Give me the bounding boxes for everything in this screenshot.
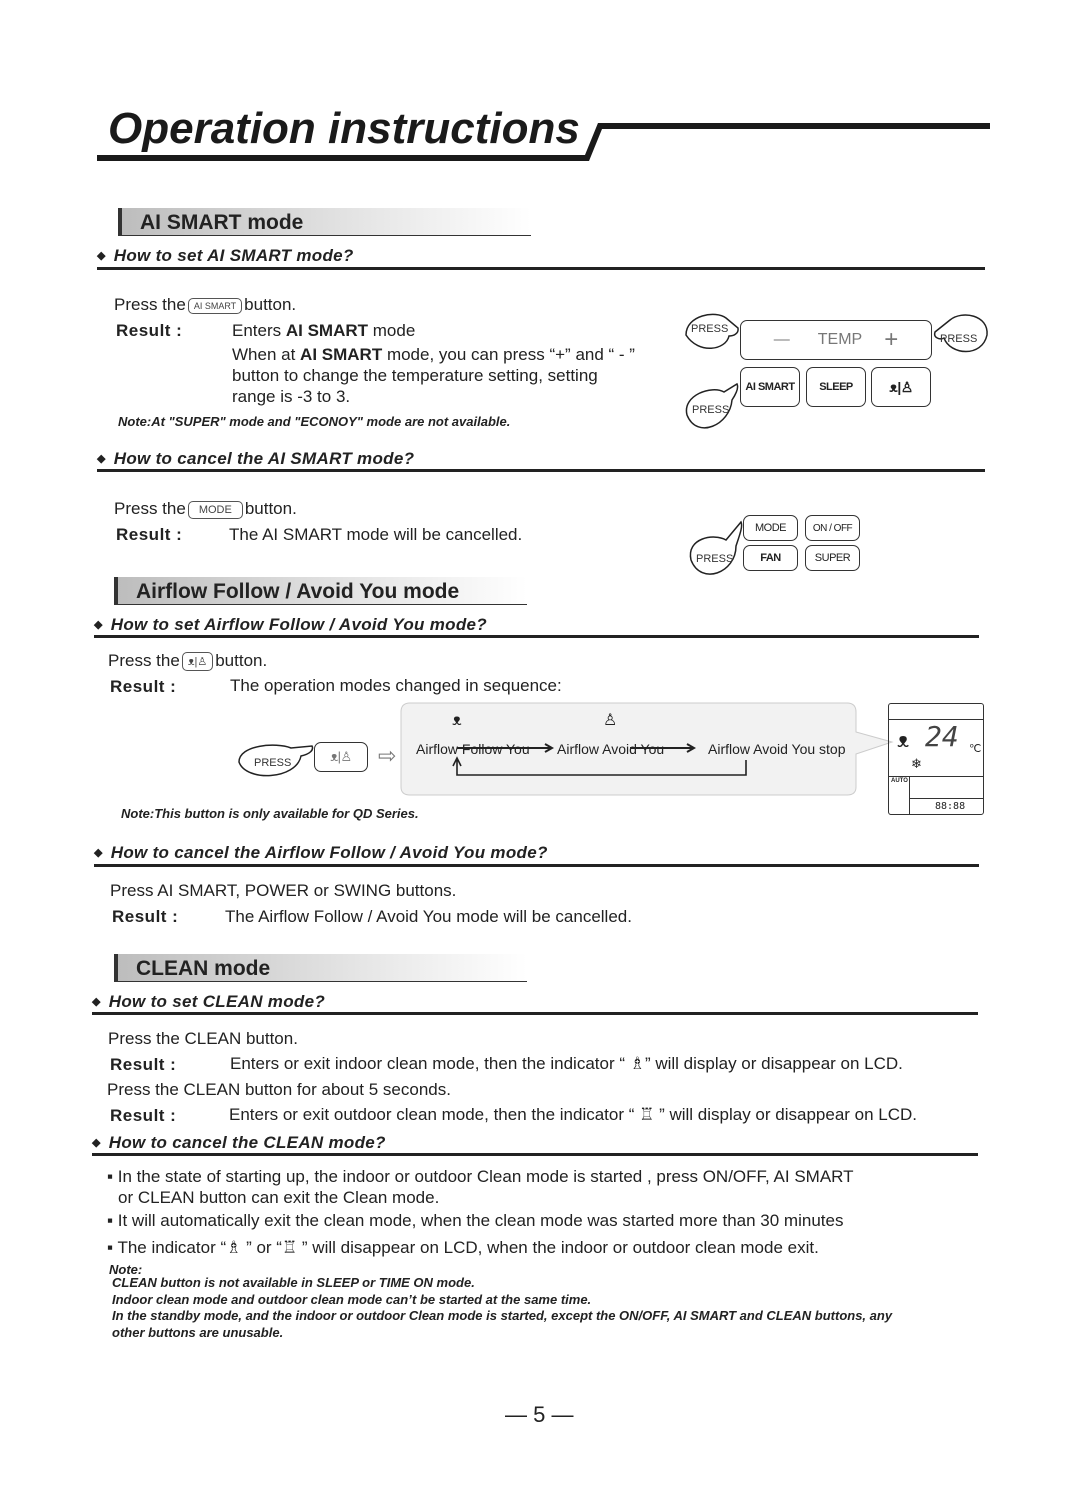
mode-key-icon: MODE <box>188 501 243 519</box>
instruction-press: Press the CLEAN button for about 5 seconds. <box>107 1080 451 1099</box>
result-text: The operation modes changed in sequence: <box>230 676 562 695</box>
question-cancel-clean: ◆ How to cancel the CLEAN mode? <box>92 1133 386 1153</box>
sequence-step: Airflow Follow You <box>416 741 530 757</box>
divider <box>94 635 979 638</box>
result-text: The Airflow Follow / Avoid You mode will be cancelled. <box>225 907 632 926</box>
arrow-right-icon: ⇨ <box>378 743 397 768</box>
divider <box>92 1012 978 1015</box>
section-heading-airflow: Airflow Follow / Avoid You mode <box>114 577 527 605</box>
result-label: Result : <box>116 525 183 544</box>
pressing-hand-icon: PRESS <box>686 518 744 588</box>
result-label: Result : <box>116 321 183 340</box>
temp-button: — TEMP + <box>740 320 932 360</box>
airflow-avoid-icon: ♙ <box>603 712 618 729</box>
result-label: Result : <box>110 677 177 696</box>
ai-smart-button: AI SMART <box>740 367 800 407</box>
instruction-press <box>114 295 296 315</box>
pressing-hand-icon: PRESS <box>236 740 314 787</box>
mode-button: MODE <box>743 515 798 541</box>
result-text: The AI SMART mode will be cancelled. <box>229 525 523 544</box>
divider <box>97 267 985 270</box>
lcd-temperature: 24 <box>925 720 959 753</box>
sequence-step: Airflow Avoid You stop <box>708 741 846 757</box>
airflow-follow-icon: ᴥ <box>452 712 462 729</box>
result-detail: When at AI SMART mode, you can press “+” and “ - ” <box>232 345 635 364</box>
result-text: Enters AI SMART mode <box>232 321 416 340</box>
lcd-clock-segments: 88:88 <box>935 801 966 812</box>
result-label: Result : <box>110 1055 177 1074</box>
question-set-ai-smart: ◆ How to set AI SMART mode? <box>97 246 354 266</box>
bullet-item: ▪ It will automatically exit the clean mode, when the clean mode was started more than 30 minutes <box>107 1211 844 1230</box>
celsius-icon: ℃ <box>969 743 982 755</box>
note: Note:At "SUPER" mode and "ECONOY" mode are not available. <box>118 414 511 429</box>
ai-smart-key-icon: AI SMART <box>188 298 242 314</box>
note-label: Note: <box>109 1262 143 1277</box>
bullet-item: ▪ The indicator “♗ ” or “♖ ” will disappear on LCD, when the indoor or outdoor clean mode exit. <box>107 1238 819 1257</box>
divider <box>97 469 985 472</box>
sleep-button: SLEEP <box>806 367 866 407</box>
pressing-hand-icon: PRESS <box>932 310 990 365</box>
sequence-step: Airflow Avoid You <box>557 741 665 757</box>
airflow-key-icon: ᴥ|♙ <box>182 652 213 671</box>
text: Press the <box>114 295 186 314</box>
title-underline <box>95 120 995 165</box>
question-cancel-airflow: ◆ How to cancel the Airflow Follow / Avoid You mode? <box>94 843 548 863</box>
page-title: Operation instructions <box>108 104 580 153</box>
note: CLEAN button is not available in SLEEP or TIME ON mode. <box>112 1275 475 1290</box>
note: In the standby mode, and the indoor or outdoor Clean mode is started, except the ON/OFF, AI SMART and CLEAN buttons, any <box>112 1308 893 1323</box>
instruction-press: Press the ᴥ|♙ button. <box>108 651 268 670</box>
note: Note:This button is only available for QD Series. <box>121 806 419 821</box>
result-text: Enters or exit indoor clean mode, then the indicator “ ♗” will display or disappear on LCD. <box>230 1054 903 1073</box>
question-set-clean: ◆ How to set CLEAN mode? <box>92 992 325 1012</box>
lcd-display <box>888 703 984 815</box>
airflow-follow-icon: ᴥ <box>897 730 910 752</box>
divider <box>92 1153 978 1156</box>
bullet-item: ▪ In the state of starting up, the indoor or outdoor Clean mode is started , press ON/OFF, AI SMART <box>107 1167 854 1186</box>
instruction-press: Press the MODE button. <box>114 499 297 518</box>
result-text: Enters or exit outdoor clean mode, then the indicator “ ♖ ” will display or disappear on LCD. <box>229 1105 918 1124</box>
lcd-auto: AUTO <box>891 778 908 784</box>
page-number: — 5 — <box>505 1402 574 1427</box>
text: button. <box>244 295 297 314</box>
result-label: Result : <box>112 907 179 926</box>
pressing-hand-icon: PRESS <box>681 310 741 360</box>
instruction-press: Press AI SMART, POWER or SWING buttons. <box>110 881 457 900</box>
section-heading-clean: CLEAN mode <box>114 954 527 982</box>
result-detail: range is -3 to 3. <box>232 387 351 406</box>
bullet-item-continued: or CLEAN button can exit the Clean mode. <box>118 1188 440 1207</box>
question-set-airflow: ◆ How to set Airflow Follow / Avoid You mode? <box>94 615 487 635</box>
airflow-button: ᴥ|♙ <box>314 742 368 772</box>
section-heading-ai-smart: AI SMART mode <box>118 208 531 236</box>
result-detail: button to change the temperature setting, setting <box>232 366 598 385</box>
note: Indoor clean mode and outdoor clean mode can’t be started at the same time. <box>112 1292 592 1307</box>
divider <box>94 864 979 867</box>
instruction-press: Press the CLEAN button. <box>108 1029 298 1048</box>
note: other buttons are unusable. <box>112 1325 284 1340</box>
snowflake-icon: ❄ <box>911 756 922 771</box>
result-label: Result : <box>110 1106 177 1125</box>
question-cancel-ai-smart: ◆ How to cancel the AI SMART mode? <box>97 449 414 469</box>
super-button: SUPER <box>805 545 860 571</box>
on-off-button: ON / OFF <box>805 515 860 541</box>
pressing-hand-icon: PRESS <box>682 380 740 443</box>
fan-button: FAN <box>743 545 798 571</box>
airflow-button: ᴥ|♙ <box>871 367 931 407</box>
